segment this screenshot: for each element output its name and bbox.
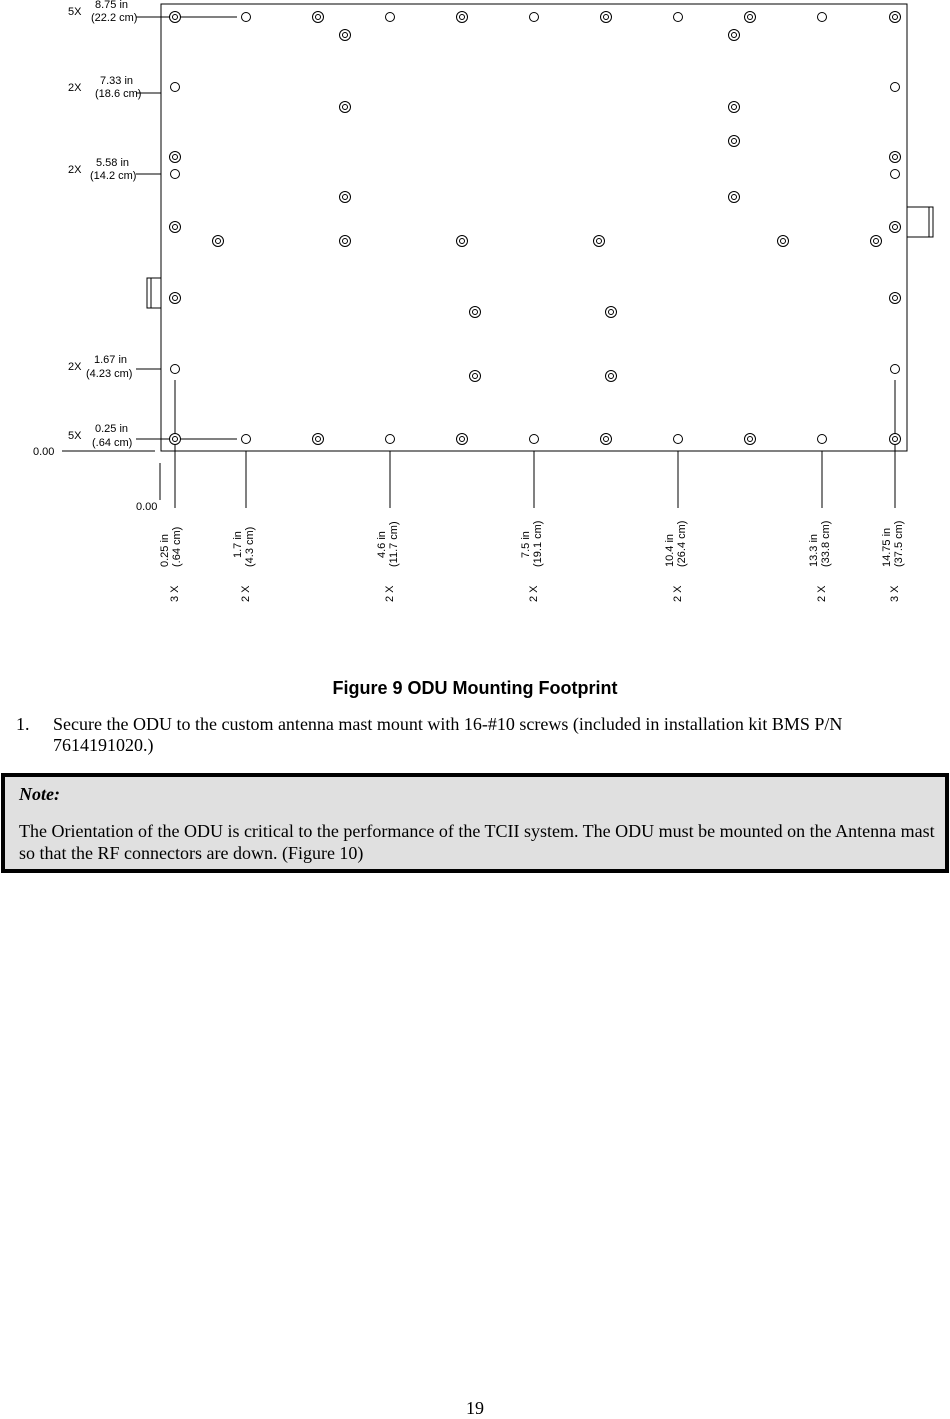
dimension-count: 2X [68, 361, 82, 373]
fastener-boss [457, 236, 468, 247]
fastener-boss [778, 236, 789, 247]
fastener-bosses [170, 12, 901, 445]
mounting-hole [242, 435, 251, 444]
fastener-boss [890, 434, 901, 445]
fastener-boss [213, 236, 224, 247]
dimension-metric: (33.8 cm) [820, 520, 832, 567]
fastener-boss [340, 192, 351, 203]
fastener-boss [871, 236, 882, 247]
origin-label-bottom: 0.00 [136, 501, 158, 513]
fastener-boss [729, 30, 740, 41]
dimension-count: 2X [68, 82, 82, 94]
mounting-hole [674, 13, 683, 22]
instruction-step [16, 714, 936, 756]
step-number: 1. [16, 714, 30, 734]
dimension-inch: 0.25 in [95, 423, 129, 435]
fastener-boss [457, 434, 468, 445]
dimension-metric: (22.2 cm) [91, 12, 138, 24]
dimension-count: 3 X [169, 585, 181, 602]
note-box [1, 773, 949, 873]
fastener-boss [470, 371, 481, 382]
fastener-boss [606, 307, 617, 318]
dimension-inch: 8.75 in [95, 0, 129, 11]
mounting-holes [171, 13, 900, 444]
fastener-boss [470, 307, 481, 318]
dimension-inch: 1.67 in [94, 354, 128, 366]
left-dimension-labels [68, 0, 141, 449]
fastener-boss [606, 371, 617, 382]
dimension-inch: 5.58 in [96, 157, 130, 169]
fastener-boss [745, 434, 756, 445]
dimension-metric: (26.4 cm) [676, 520, 688, 567]
mounting-hole [386, 435, 395, 444]
dimension-count: 2 X [240, 585, 252, 602]
mounting-footprint-drawing [0, 0, 950, 640]
mounting-hole [171, 365, 180, 374]
dimension-metric: (14.2 cm) [90, 170, 137, 182]
fastener-boss [890, 293, 901, 304]
step-text: Secure the ODU to the custom antenna mast mount with 16-#10 screws (included in installation kit BMS P/N 7614191020.) [53, 714, 843, 755]
fastener-boss [890, 12, 901, 23]
fastener-boss [601, 12, 612, 23]
dimension-count: 2 X [528, 585, 540, 602]
odu-left-tab [147, 278, 161, 308]
note-text: The Orientation of the ODU is critical to the performance of the TCII system. The ODU must be mounted on the Antenna mast so that the RF connectors are down. (Figure 10) [19, 821, 935, 863]
bottom-dimension-leaders [175, 380, 895, 508]
dimension-metric: (37.5 cm) [893, 520, 905, 567]
dimension-count: 2 X [816, 585, 828, 602]
mounting-hole [242, 13, 251, 22]
mounting-hole [530, 13, 539, 22]
fastener-boss [340, 102, 351, 113]
dimension-count: 2 X [672, 585, 684, 602]
mounting-hole [386, 13, 395, 22]
dimension-count: 5X [68, 6, 82, 18]
fastener-boss [170, 152, 181, 163]
dimension-inch: 7.33 in [100, 75, 134, 87]
dimension-metric: (4.3 cm) [244, 526, 256, 567]
fastener-boss [745, 12, 756, 23]
fastener-boss [313, 12, 324, 23]
fastener-boss [457, 12, 468, 23]
dimension-inch: 0.25 in [159, 533, 171, 567]
dimension-count: 3 X [889, 585, 901, 602]
origin-label-left: 0.00 [33, 446, 55, 458]
dimension-count: 2X [68, 164, 82, 176]
fastener-boss [729, 102, 740, 113]
fastener-boss [170, 12, 181, 23]
mounting-hole [674, 435, 683, 444]
fastener-boss [594, 236, 605, 247]
odu-plate-outline [161, 4, 907, 451]
mounting-hole [891, 365, 900, 374]
fastener-boss [170, 293, 181, 304]
fastener-boss [601, 434, 612, 445]
mounting-hole [171, 170, 180, 179]
dimension-inch: 14.75 in [881, 527, 893, 567]
fastener-boss [313, 434, 324, 445]
fastener-boss [890, 222, 901, 233]
dimension-count: 2 X [384, 585, 396, 602]
dimension-inch: 10.4 in [664, 533, 676, 567]
note-title: Note: [19, 784, 60, 804]
figure-caption: Figure 9 ODU Mounting Footprint [332, 678, 618, 698]
dimension-metric: (.64 cm) [92, 437, 133, 449]
fastener-boss [890, 152, 901, 163]
fastener-boss [170, 434, 181, 445]
mounting-hole [891, 170, 900, 179]
dimension-inch: 13.3 in [808, 533, 820, 567]
fastener-boss [729, 192, 740, 203]
mounting-hole [818, 13, 827, 22]
dimension-metric: (18.6 cm) [95, 88, 142, 100]
dimension-inch: 1.7 in [232, 531, 244, 558]
left-dimension-leaders [62, 17, 237, 500]
dimension-metric: (4.23 cm) [86, 368, 133, 380]
fastener-boss [340, 236, 351, 247]
page-number: 19 [466, 1398, 484, 1418]
fastener-boss [729, 136, 740, 147]
dimension-metric: (.64 cm) [171, 526, 183, 567]
bottom-dimension-labels [159, 521, 905, 602]
mounting-hole [818, 435, 827, 444]
fastener-boss [170, 222, 181, 233]
mounting-hole [530, 435, 539, 444]
dimension-count: 5X [68, 430, 82, 442]
dimension-inch: 7.5 in [520, 531, 532, 558]
fastener-boss [340, 30, 351, 41]
dimension-metric: (19.1 cm) [532, 520, 544, 567]
dimension-metric: (11.7 cm) [388, 521, 400, 567]
dimension-inch: 4.6 in [376, 531, 388, 558]
mounting-hole [171, 83, 180, 92]
mounting-hole [891, 83, 900, 92]
